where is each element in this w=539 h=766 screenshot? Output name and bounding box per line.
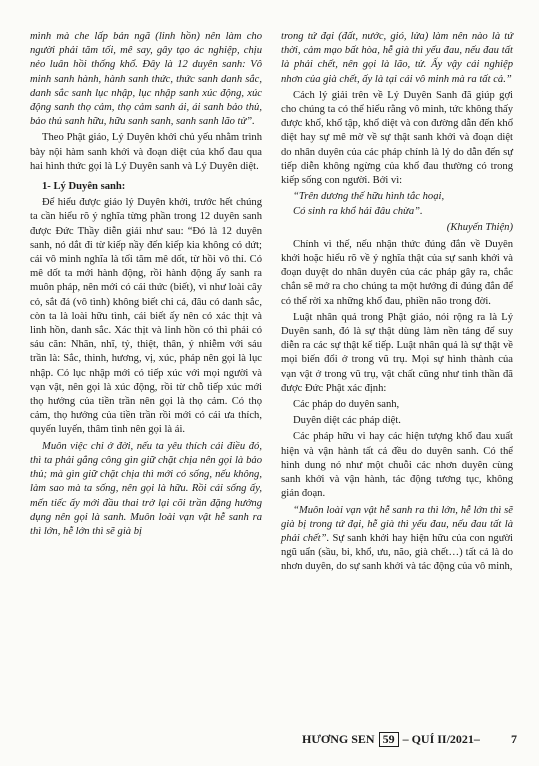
paragraph: Chính vì thế, nếu nhận thức đúng đắn về Duyên khởi hoặc hiểu rõ về ý nghĩa thật của sự sanh khởi và đoạn duyệt do nhân duyên của các pháp gây ra, chắc chắn sẽ mở ra cho chúng ta một hướng đi đúng đắn để có thể rời xa những khổ đau, phiền não trong đời. <box>281 238 513 307</box>
paragraph: trong tứ đại (đất, nước, gió, lửa) làm nên nào là tứ thời, cảm mạo bất hòa, hễ già thì yếu đau, nếu đau tất là phải chết, nên gọi là lão, tử. Ấy vậy cái nghiệp nhơn của già chết, ấy là tại cái vô minh mà ra tất cả.” <box>281 31 513 85</box>
paragraph: Muôn việc chi ở đời, nếu ta yêu thích cái điều đó, thì ta phải gắng công gìn giữ chặt chịa nên gọi là bảo thủ; mà gìn giữ chặt chịa thì mới có sống, nếu không, làm sao mà ta sống, nên gọi là hữu. Rồi cái sống ấy, mến tiếc ấy mới đầu thai trở lại cõi trần đặng hưởng dụng nên gọi là sanh. Muôn loài vạn vật hễ sanh ra thì lớn, hễ lớn thì sẽ già bị <box>30 440 262 537</box>
page-footer <box>302 730 517 748</box>
issue-number: 59 <box>379 732 399 747</box>
paragraph: mình mà che lấp bản ngã (linh hồn) nên làm cho người phải tăm tối, mê say, gây tạo ác nghiệp, chịu nẻo luân hồi thống khổ. Đây là 12 duyên sanh: Vô minh sanh hành, hành sanh thức, thức sanh danh sắc, danh sắc sanh lục nhập, lục nhập sanh xúc động, xúc động sanh thọ cảm, thọ cảm sanh ái, ái sanh bảo thủ, bảo thủ sanh hữu, hữu sanh sanh, sanh sanh lão tử”. <box>30 31 262 128</box>
paragraph: (Khuyến Thiện) <box>446 221 513 233</box>
right-column <box>281 30 513 577</box>
quote-span: “Muôn loài vạn vật hễ sanh ra thì lớn, hễ lớn thì sẽ già bị trong tứ đại, hễ già thì yếu đau, nếu đau tất là phải chết”. <box>281 504 513 544</box>
paragraph: Theo Phật giáo, Lý Duyên khởi chủ yếu nhằm trình bày nội hàm sanh khởi và đoạn diệt của khổ đau qua hai hình thức gọi là Lý Duyên sanh và Lý Duyên diệt. <box>30 132 262 172</box>
paragraph: Các pháp hữu vi hay các hiện tượng khổ đau xuất hiện và vận hành tất cả đều do duyên sanh. Có thể hình dung nó như một chuỗi các nhơn duyên cùng sanh khởi và vận hành, tác động tương tục, không gián đoạn. <box>281 431 513 500</box>
left-column <box>30 30 262 541</box>
paragraph: Luật nhân quả trong Phật giáo, nói rộng ra là Lý Duyên sanh, đó là sự thật dùng làm nền tảng để suy diễn ra các sự thật kế tiếp. Luật nhân quả là sự thật về mọi biến đổi ở trong vũ trụ. Mọi sự hình thành của vạn vật ở trong vũ trụ, vật chất cũng như tinh thần đã được Đức Phật xác định: <box>281 311 513 394</box>
paragraph: Duyên diệt các pháp diệt. <box>293 415 401 427</box>
page-number: 7 <box>511 731 517 746</box>
paragraph: Để hiểu được giáo lý Duyên khởi, trước hết chúng ta cần hiểu rõ ý nghĩa từng phần trong 12 duyên sanh được Đức Thầy diễn giải như sau: “Đó là 12 duyên sanh, nó dắt đi từ kiếp nầy đến kiếp kia không có dứt; cái vô minh nghĩa là tối tăm mê dốt, từ hồi vô thỉ. Có mê dốt ta mới hành động, rồi hành động ấy sanh ra muôn pháp, nên mới có cái thức (biết), vì như loài cây cỏ, sắt đá (vô tình) không biết chi cả, đâu có danh sắc, còn ta là loài hữu tình, cái biết ấy nên có xác thịt và linh hồn, danh sắc. Xác thịt và linh hồn có thì phải có sáu căn: Nhãn, nhĩ, tỷ, thiệt, thân, ý nhiễm với sáu trần là: Sắc, thinh, hương, vị, xúc, pháp nên gọi là lục nhập. Có lục nhập mới có tiếp xúc với mọi người và vạn vật, nên gọi là xúc động, rồi từ chỗ tiếp xúc mới thọ hưởng của tiền trần nên gọi là thọ cảm. Có thọ cảm, thọ hưởng của tiền trần rồi mới có cái ưa thích, quyến luyến, thâm tình nên gọi là ái. <box>30 197 262 436</box>
paragraph: Các pháp do duyên sanh, <box>293 399 400 411</box>
text-span: Sự sanh khởi hay hiện hữu của con người ngũ uẩn (sầu, bi, khổ, ưu, não, già chết…) tất cả là do nhơn duyên, do sự sanh khởi và tác động của vô minh, <box>281 532 514 573</box>
section-heading: 1- Lý Duyên sanh: <box>42 181 126 193</box>
magazine-name: HƯƠNG SEN <box>302 731 375 746</box>
paragraph <box>281 504 513 575</box>
issue-period: – QUÍ II/2021– <box>402 731 480 746</box>
paragraph: “Trên dương thế hữu hình tắc hoại, <box>293 191 445 203</box>
paragraph: Cách lý giải trên về Lý Duyên Sanh đã giúp gợi cho chúng ta có thể hiểu rằng vô minh, tức không thấy được khổ, khổ tập, khổ diệt và con đường dẫn đến khổ diệt hay sự mê mờ về sự thật sanh khởi và đoạn diệt do nhân duyên của các pháp chính là lý do dẫn đến sự tiếp diễn không ngừng của khổ đau thường có trong kiếp sống con người. Bởi vì: <box>281 89 513 187</box>
paragraph: Có sinh ra khổ hải đâu chừa”. <box>293 206 423 218</box>
